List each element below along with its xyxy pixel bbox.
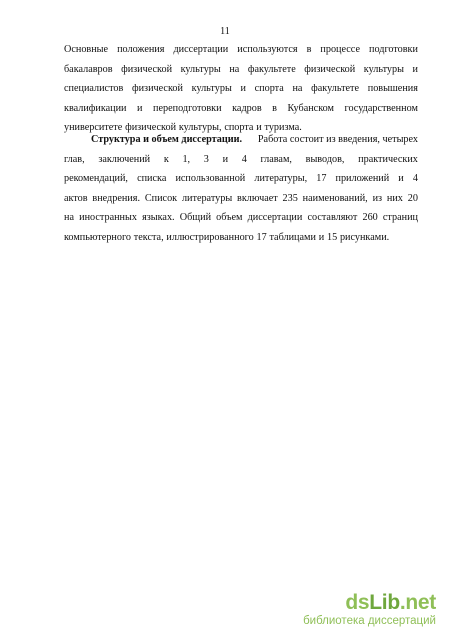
- paragraph-usage: [64, 40, 418, 138]
- section-heading: Структура и объем диссертации.: [91, 134, 243, 145]
- text-line: компьютерного текста, иллюстрированного 17 таблицами и 15 рисунками.: [64, 231, 390, 243]
- text-line: на иностранных языках. Общий объем диссертации составляют 260 страниц: [64, 212, 418, 224]
- text-line: бакалавров физической культуры на факультете физической культуры и: [64, 63, 418, 75]
- text-line: глав, заключений к 1, 3 и 4 главам, выводов, практических: [64, 153, 418, 165]
- paragraph-structure: [64, 130, 418, 248]
- page-number: 11: [220, 26, 230, 37]
- text-line: специалистов физической культуры и спорта на факультете повышения: [64, 83, 418, 95]
- text-line: университете физической культуры, спорта и туризма.: [64, 122, 302, 134]
- text-line: квалификации и переподготовки кадров в Кубанском государственном: [64, 102, 418, 114]
- text-line: актов внедрения. Список литературы включает 235 наименований, из них 20: [64, 192, 418, 204]
- text-line: рекомендаций, списка использованной литературы, 17 приложений и 4: [64, 173, 418, 185]
- heading-line-rest: Работа состоит из введения, четырех: [257, 134, 418, 145]
- watermark: [303, 592, 436, 627]
- watermark-logo: dsLib.net: [345, 591, 436, 614]
- text-line-heading: [64, 130, 418, 150]
- watermark-caption: библиотека диссертаций: [303, 615, 436, 627]
- text-line: Основные положения диссертации используются в процессе подготовки: [64, 44, 418, 55]
